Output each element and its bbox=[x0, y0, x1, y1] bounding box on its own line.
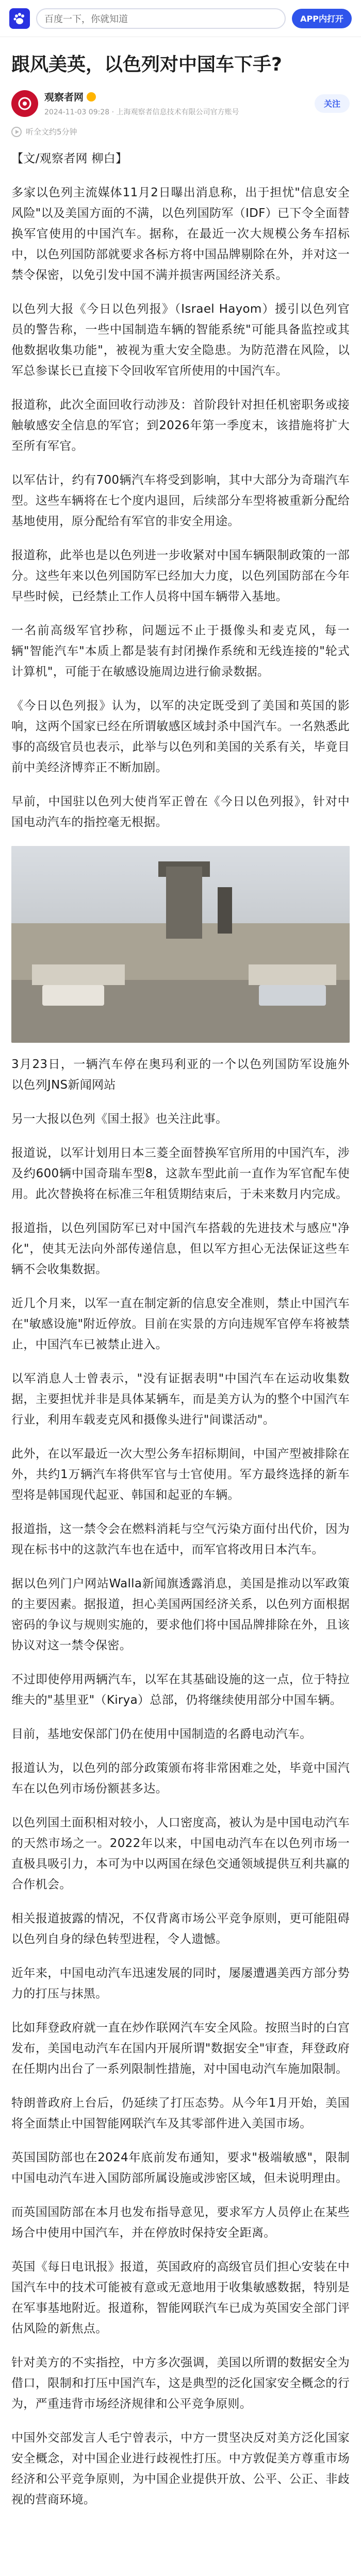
article-paragraph: 报道称，此次全面回收行动涉及：首阶段针对担任机密职务或接触敏感安全信息的军官；到2026年第一季度末，该措施将扩大至所有军官。 bbox=[11, 398, 350, 453]
article-paragraph: 早前，中国驻以色列大使肖军正曾在《今日以色列报》，针对中国电动汽车的指控毫无根据。 bbox=[11, 795, 350, 829]
article-paragraph: 报道指，以色列国防军已对中国汽车搭载的先进技术与感应"净化"，使其无法向外部传递信息，但以军方担心无法保证这些车辆不会收集数据。 bbox=[11, 1222, 350, 1276]
open-in-app-button[interactable]: APP内打开 bbox=[292, 9, 352, 28]
article-paragraph: 以色列国土面积相对较小，人口密度高，被认为是中国电动汽车的天然市场之一。2022年以来，中国电动汽车在以色列市场一直极具吸引力，本可为中以两国在绿色交通领域提供互利共赢的合作机会。 bbox=[11, 1816, 350, 1891]
article-paragraph: 报道说，以军计划用日本三菱全面替换军官所用的中国汽车，涉及约600辆中国奇瑞车型8，这款车型此前一直作为军官配车使用。此次替换将在标准三年租赁期结束后，于未来数月内完成。 bbox=[11, 1146, 350, 1201]
article-paragraph: 英国《每日电讯报》报道，英国政府的高级官员们担心安装在中国汽车中的技术可能被有意或无意地用于收集敏感数据，特别是在军事基地附近。报道称，智能网联汽车已成为英国安全部门评估风险的新焦点。 bbox=[11, 2260, 350, 2335]
avatar[interactable] bbox=[11, 90, 38, 117]
article-paragraph: 此外，在以军最近一次大型公务车招标期间，中国产型被排除在外，共约1万辆汽车将供军官与士官使用。军方最终选择的新车型将是韩国现代起亚、韩国和起亚的车辆。 bbox=[11, 1447, 350, 1502]
article-paragraph: 相关报道披露的情况，不仅背离市场公平竞争原则，更可能阻碍以色列自身的绿色转型进程，令人遗憾。 bbox=[11, 1912, 350, 1946]
listen-label: 听全文约5分钟 bbox=[26, 127, 77, 137]
article-paragraph: 报道指，这一禁令会在燃料消耗与空气污染方面付出代价，因为现在标书中的这款汽车也在适中，而军官将改用日本汽车。 bbox=[11, 1522, 350, 1556]
verified-badge-icon bbox=[87, 92, 96, 101]
article-paragraph: 针对美方的不实指控，中方多次强调，美国以所谓的数据安全为借口，限制和打压中国汽车，这是典型的泛化国家安全概念的行为，严重违背市场经济规律和公平竞争原则。 bbox=[11, 2356, 350, 2411]
author-info bbox=[44, 90, 315, 117]
article-paragraph: 另一大报以色列《国土报》也关注此事。 bbox=[11, 1112, 228, 1126]
article-paragraph: 【文/观察者网 柳白】 bbox=[11, 152, 128, 165]
article-paragraph: 多家以色列主流媒体11月2日曝出消息称，出于担忧"信息安全风险"以及美国方面的不满，以色列国防军（IDF）已下令全面替换军官使用的中国汽车。据称，在最近一次大规模公务车招标中，以色列国防部就要求各标方将中国品牌剔除在外，并对这一禁令保密，以免引发中国不满并损害两国经济关系。 bbox=[11, 186, 350, 282]
article bbox=[0, 37, 361, 2534]
article-paragraph: 目前，基地安保部门仍在使用中国制造的名爵电动汽车。 bbox=[11, 1727, 312, 1741]
article-paragraph: 而英国国防部在本月也发布指导意见，要求军方人员停止在某些场合中使用中国汽车，并在停放时保持安全距离。 bbox=[11, 2206, 350, 2240]
baidu-paw-icon[interactable] bbox=[9, 8, 30, 29]
author-row bbox=[11, 78, 350, 126]
article-paragraph: 近几个月来，以军一直在制定新的信息安全准则，禁止中国汽车在"敏感设施"附近停放。目前在实景的方向违规军官停车将被禁止，中国汽车已被禁止进入。 bbox=[11, 1297, 350, 1351]
article-title: 跟风美英，以色列对中国车下手? bbox=[11, 54, 282, 75]
article-paragraph: 以军消息人士曾表示，"没有证据表明"中国汽车在运动收集数据，主要担忧并非是具体某辆车，而是美方认为的整个中国汽车行业，利用车载麦克风和摄像头进行"间谍活动"。 bbox=[11, 1372, 350, 1427]
search-input[interactable] bbox=[36, 8, 286, 29]
author-meta: 2024-11-03 09:28 · 上海观察者信息技术有限公司官方账号 bbox=[44, 108, 239, 116]
author-name[interactable] bbox=[44, 90, 315, 104]
article-paragraph: 以色列大报《今日以色列报》（Israel Hayom）援引以色列官员的警告称，一些中国制造车辆的智能系统"可能具备监控或其他数据收集功能"，被视为重大安全隐患。为防范潜在风险，以军总参谋长已直接下令回收军官所使用的中国汽车。 bbox=[11, 302, 350, 378]
play-icon[interactable] bbox=[11, 127, 22, 137]
article-paragraph: 近年来，中国电动汽车迅速发展的同时，屡屡遭遇美西方部分势力的打压与抹黑。 bbox=[11, 1967, 350, 2001]
article-paragraph: 中国外交部发言人毛宁曾表示，中方一贯坚决反对美方泛化国家安全概念，对中国企业进行歧视性打压。中方敦促美方尊重市场经济和公平竞争原则，为中国企业提供开放、公平、公正、非歧视的营商环境。 bbox=[11, 2431, 350, 2506]
article-paragraph: 以军估计，约有700辆汽车将受到影响，其中大部分为奇瑞汽车型。这些车辆将在七个度内退回，后续部分车型将被重新分配给基地使用，原分配给有军官的非安全用途。 bbox=[11, 473, 350, 528]
article-paragraph: 《今日以色列报》认为，以军的决定既受到了美国和英国的影响，这两个国家已经在所谓敏感区域封杀中国汽车。一名熟悉此事的高级官员也表示，此举与以色列和美国的关系有关，毕竟目前中美经济博弈正不断加剧。 bbox=[11, 699, 350, 774]
author-name-text: 观察者网 bbox=[44, 92, 84, 103]
search-placeholder: 百度一下，你就知道 bbox=[44, 13, 128, 25]
article-paragraph: 英国国防部也在2024年底前发布通知，要求"极端敏感"，限制中国电动汽车进入国防部所属设施或涉密区域，但未说明理由。 bbox=[11, 2151, 350, 2185]
photo-caption: 3月23日，一辆汽车停在奥玛利亚的一个以色列国防军设施外 以色列JNS新闻网站 bbox=[11, 1058, 350, 1092]
follow-button[interactable]: 关注 bbox=[315, 94, 350, 113]
article-body bbox=[11, 148, 350, 2510]
article-paragraph: 报道称，此举也是以色列进一步收紧对中国车辆限制政策的一部分。这些年来以色列国防军已经加大力度，以色列国防部在今年早些时候，已经禁止工作人员将中国车辆带入基地。 bbox=[11, 549, 350, 603]
article-paragraph: 一名前高级军官抄称，问题远不止于摄像头和麦克风，每一辆"智能汽车"本质上都是装有封闭操作系统和无线连接的"轮式计算机"，可能于在敏感设施周边进行偷录数据。 bbox=[11, 624, 350, 679]
article-paragraph: 据以色列门户网站Walla新闻旗透露消息，美国是推动以军政策的主要因素。据报道，担心美国两国经济关系，以色列方面根据密码的争议与规则实施的，要求他们将中国品牌排除在外，且该协议对这一禁令保密。 bbox=[11, 1577, 350, 1652]
article-paragraph: 特朗普政府上台后，仍延续了打压态势。从今年1月开始，美国将全面禁止中国智能网联汽车及其零部件进入美国市场。 bbox=[11, 2096, 350, 2130]
listen-row[interactable] bbox=[11, 126, 350, 137]
article-paragraph: 不过即使停用两辆汽车，以军在其基础设施的这一点，位于特拉维夫的"基里亚"（Kirya）总部，仍将继续使用部分中国车辆。 bbox=[11, 1673, 350, 1707]
top-bar bbox=[0, 0, 361, 37]
article-paragraph: 比如拜登政府就一直在炒作联网汽车安全风险。按照当时的白宫发布，美国电动汽车在国内开展所谓"数据安全"审查，拜登政府在任期内出台了一系列限制性措施，对中国电动汽车施加限制。 bbox=[11, 2021, 350, 2076]
article-paragraph: 报道认为，以色列的部分政策颁布将非常困难之处，毕竟中国汽车在以色列市场份额甚多达。 bbox=[11, 1761, 350, 1795]
article-photo[interactable] bbox=[11, 846, 350, 1043]
